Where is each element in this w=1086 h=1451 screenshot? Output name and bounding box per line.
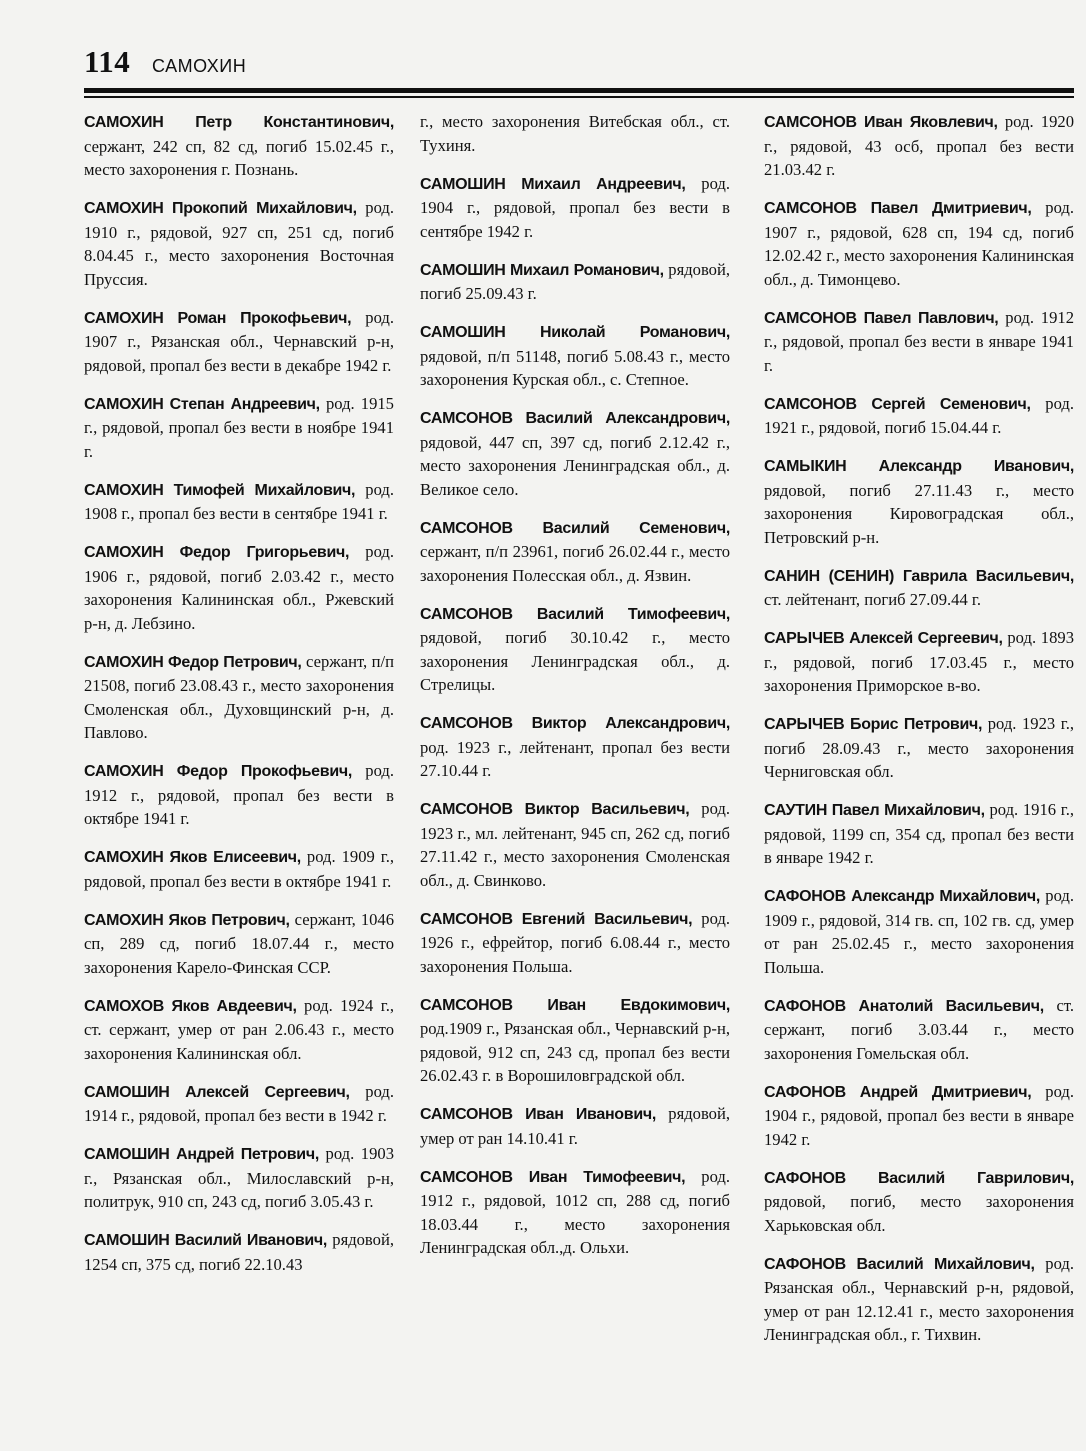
entry <box>764 306 1074 378</box>
entry-details: рядовой, 447 сп, 397 сд, погиб 2.12.42 г., место захоронения Ленинградская обл., д. Великое село. <box>420 432 730 499</box>
header-rule-thin <box>84 96 1074 98</box>
entry <box>764 110 1074 182</box>
entry <box>764 798 1074 870</box>
entry-details: рядовой, погиб 27.11.43 г., место захоронения Кировоградская обл., Петровский р-н. <box>764 480 1074 547</box>
entry-details: род. 1910 г., рядовой, 927 сп, 251 сд, погиб 8.04.45 г., место захоронения Восточная Пруссия. <box>84 198 394 289</box>
entry-name: САМОХИН Роман Прокофьевич, <box>84 309 352 327</box>
entry <box>420 110 730 157</box>
entry-details: род. 1924 г., ст. сержант, умер от ран 2.06.43 г., место захоронения Калининская обл. <box>84 995 394 1063</box>
entry <box>420 258 730 306</box>
entry-name: САРЫЧЕВ Борис Петрович, <box>764 716 983 733</box>
entry-details: ст. лейтенант, погиб 27.09.44 г. <box>764 590 981 609</box>
entry <box>84 908 394 980</box>
entry-name: САМСОНОВ Василий Семенович, <box>420 519 730 537</box>
entry <box>420 406 730 501</box>
entry-name: САМОХИН Яков Елисеевич, <box>84 849 301 866</box>
entry <box>764 626 1074 698</box>
entry-details: рядовой, погиб, место захоронения Харьковская обл. <box>764 1192 1074 1235</box>
entry <box>764 1252 1074 1347</box>
entry <box>84 540 394 635</box>
entry-name: САМСОНОВ Иван Евдокимович, <box>420 996 730 1014</box>
header-rule-thick <box>84 88 1074 93</box>
entry-details: род. 1907 г., Рязанская обл., Чернавский р-н, рядовой, пропал без вести в декабре 1942 г. <box>84 307 394 375</box>
entry <box>84 1080 394 1128</box>
entry <box>764 994 1074 1066</box>
entry-details: сержант, п/п 23961, погиб 26.02.44 г., место захоронения Полесская обл., д. Язвин. <box>420 542 730 585</box>
entry-name: САМОХИН Федор Григорьевич, <box>84 544 350 561</box>
entry <box>420 907 730 979</box>
running-head: САМОХИН <box>152 56 247 76</box>
entry <box>764 884 1074 979</box>
entry <box>84 478 394 526</box>
entry-details: род. 1921 г., рядовой, погиб 15.04.44 г. <box>764 393 1074 437</box>
text-column-2 <box>420 110 730 1274</box>
entry-details: род. 1909 г., рядовой, 314 гв. сп, 102 гв. сд, умер от ран 25.02.45 г., место захоронения Польша. <box>764 886 1074 977</box>
entry-name: САМОХИН Яков Петрович, <box>84 911 290 929</box>
entry-details: сержант, 1046 сп, 289 сд, погиб 18.07.44 г., место захоронения Карело-Финская ССР. <box>84 909 395 977</box>
entry <box>84 1228 394 1276</box>
entry-details: род. 1912 г., рядовой, 1012 сп, 288 сд, погиб 18.03.44 г., место захоронения Ленинградская обл.,д. Ольхи. <box>420 1166 730 1257</box>
entry-name: САМСОНОВ Иван Тимофеевич, <box>420 1168 686 1186</box>
entry-details: род. 1907 г., рядовой, 628 сп, 194 сд, погиб 12.02.42 г., место захоронения Калининская обл., д. Тимонцево. <box>764 198 1074 289</box>
entry-name: САМСОНОВ Василий Тимофеевич, <box>420 605 730 623</box>
entry-details: род. 1906 г., рядовой, погиб 2.03.42 г., место захоронения Калининская обл., Ржевский р-н, д. Лебзино. <box>84 542 394 633</box>
entry-details: сержант, 242 сп, 82 сд, погиб 15.02.45 г., место захоронения г. Познань. <box>84 136 394 179</box>
entry-details: род. 1912 г., рядовой, пропал без вести в октябре 1941 г. <box>84 761 394 828</box>
entry-name: САМОХИН Тимофей Михайлович, <box>84 481 356 499</box>
entry-details: ст. сержант, погиб 3.03.44 г., место захоронения Гомельская обл. <box>764 995 1074 1063</box>
entry <box>420 993 730 1088</box>
entry-details: рядовой, погиб 25.09.43 г. <box>420 259 730 303</box>
entry-details: род.1909 г., Рязанская обл., Чернавский р-н, рядовой, 912 сп, 243 сд, пропал без вести 26.02.43 г. в Ворошиловградской обл. <box>420 1019 730 1085</box>
entry-name: САМСОНОВ Виктор Александрович, <box>420 715 730 732</box>
entry-name: САМОХИН Степан Андреевич, <box>84 395 320 413</box>
entry-name: САМСОНОВ Иван Яковлевич, <box>764 114 998 131</box>
entry-name: САФОНОВ Александр Михайлович, <box>764 888 1041 905</box>
entry <box>764 392 1074 440</box>
entry <box>84 650 394 745</box>
entry-name: САМОШИН Михаил Андреевич, <box>420 175 686 193</box>
entry-details: рядовой, 1254 сп, 375 сд, погиб 22.10.43 <box>84 1230 394 1274</box>
entry-name: САМСОНОВ Павел Дмитриевич, <box>764 200 1032 217</box>
entry-details: род. 1912 г., рядовой, пропал без вести в январе 1941 г. <box>764 307 1074 375</box>
entry-details: рядовой, п/п 51148, погиб 5.08.43 г., место захоронения Курская обл., с. Степное. <box>420 346 730 389</box>
entry <box>84 392 394 464</box>
entry-name: САМСОНОВ Василий Александрович, <box>420 410 730 427</box>
entry-name: САФОНОВ Андрей Дмитриевич, <box>764 1083 1032 1101</box>
entry <box>420 602 730 697</box>
page-number: 114 <box>84 44 131 79</box>
entry-name: САМОШИН Михаил Романович, <box>420 261 664 279</box>
entry-details: род. 1893 г., рядовой, погиб 17.03.45 г., место захоронения Приморское в-во. <box>764 628 1074 695</box>
entry-details: род. 1908 г., пропал без вести в сентябре 1941 г. <box>84 479 394 523</box>
entry-details: рядовой, погиб 30.10.42 г., место захоронения Ленинградская обл., д. Стрелицы. <box>420 628 730 694</box>
entry <box>420 797 730 892</box>
entry-details: род. 1920 г., рядовой, 43 осб, пропал без вести 21.03.42 г. <box>764 112 1074 179</box>
entry-name: САУТИН Павел Михайлович, <box>764 802 985 819</box>
entry <box>84 759 394 831</box>
entry-details: род. 1915 г., рядовой, пропал без вести в ноябре 1941 г. <box>84 393 394 461</box>
entry-name: САМОШИН Василий Иванович, <box>84 1232 328 1249</box>
entry <box>420 516 730 588</box>
entry-name: САНИН (СЕНИН) Гаврила Васильевич, <box>764 567 1074 585</box>
entry <box>764 1166 1074 1238</box>
entry <box>420 1165 730 1260</box>
entry-details: род. 1926 г., ефрейтор, погиб 6.08.44 г., место захоронения Польша. <box>420 908 731 976</box>
entry-name: САМСОНОВ Иван Иванович, <box>420 1106 656 1123</box>
entry <box>84 196 394 291</box>
entry <box>420 711 730 783</box>
entry-details: рядовой, умер от ран 14.10.41 г. <box>420 1104 730 1148</box>
entry-name: САМОХОВ Яков Авдеевич, <box>84 997 297 1015</box>
entry-details: род. 1914 г., рядовой, пропал без вести в 1942 г. <box>84 1081 394 1125</box>
entry-name: САФОНОВ Василий Михайлович, <box>764 1255 1035 1273</box>
entry-details: род. 1903 г., Рязанская обл., Милославский р-н, политрук, 910 сп, 243 сд, погиб 3.05.43 г. <box>84 1144 394 1211</box>
entry-name: САМОХИН Прокопий Михайлович, <box>84 200 357 217</box>
text-column-3 <box>764 110 1074 1361</box>
entry-name: САМОХИН Федор Петрович, <box>84 653 302 671</box>
entry-name: САМСОНОВ Павел Павлович, <box>764 309 999 327</box>
entry <box>420 172 730 244</box>
entry-details: род. 1909 г., рядовой, пропал без вести в октябре 1941 г. <box>84 847 394 891</box>
entry-details: род. Рязанская обл., Чернавский р-н, рядовой, умер от ран 12.12.41 г., место захоронения Ленинградская обл., г. Тихвин. <box>764 1253 1075 1344</box>
entry <box>764 1080 1074 1152</box>
entry-details: род. 1923 г., мл. лейтенант, 945 сп, 262 сд, погиб 27.11.42 г., место захоронения Смоленская обл., д. Свинково. <box>420 799 730 890</box>
entry-name: САМОШИН Николай Романович, <box>420 324 730 341</box>
entry <box>84 306 394 378</box>
entry-name: САРЫЧЕВ Алексей Сергеевич, <box>764 630 1003 647</box>
entry-name: САМСОНОВ Виктор Васильевич, <box>420 801 690 818</box>
entry-details: род. 1904 г., рядовой, пропал без вести в сентябре 1942 г. <box>420 173 730 241</box>
entry-name: САФОНОВ Василий Гаврилович, <box>764 1169 1074 1187</box>
entry-name: САМЫКИН Александр Иванович, <box>764 458 1074 475</box>
entry <box>764 454 1074 549</box>
entry <box>84 1142 394 1214</box>
entry <box>84 110 394 182</box>
text-column-1 <box>84 110 394 1291</box>
entry-name: САМОХИН Петр Константинович, <box>84 114 394 131</box>
page-header <box>84 42 1074 82</box>
entry-details: сержант, п/п 21508, погиб 23.08.43 г., место захоронения Смоленская обл., Духовщинский р-н, д. Павлово. <box>84 651 394 742</box>
entry-details: род. 1916 г., рядовой, 1199 сп, 354 сд, пропал без вести в январе 1942 г. <box>764 800 1075 867</box>
entry-name: САМОХИН Федор Прокофьевич, <box>84 763 352 780</box>
entry <box>420 320 730 392</box>
entry-details: г., место захоронения Витебская обл., ст. Тухиня. <box>420 112 730 155</box>
entry-name: САМСОНОВ Сергей Семенович, <box>764 395 1031 413</box>
entry-details: род. 1904 г., рядовой, пропал без вести в январе 1942 г. <box>764 1081 1075 1149</box>
entry-details: род. 1923 г., погиб 28.09.43 г., место захоронения Черниговская обл. <box>764 714 1075 781</box>
entry <box>764 712 1074 784</box>
entry-details: род. 1923 г., лейтенант, пропал без вести 27.10.44 г. <box>420 737 730 780</box>
entry-name: САМОШИН Алексей Сергеевич, <box>84 1083 350 1101</box>
entry <box>764 564 1074 612</box>
entry-name: САМСОНОВ Евгений Васильевич, <box>420 910 693 928</box>
entry <box>420 1102 730 1150</box>
entry-name: САФОНОВ Анатолий Васильевич, <box>764 997 1044 1015</box>
entry <box>84 994 394 1066</box>
entry <box>84 845 394 893</box>
entry <box>764 196 1074 291</box>
entry-name: САМОШИН Андрей Петрович, <box>84 1146 319 1163</box>
